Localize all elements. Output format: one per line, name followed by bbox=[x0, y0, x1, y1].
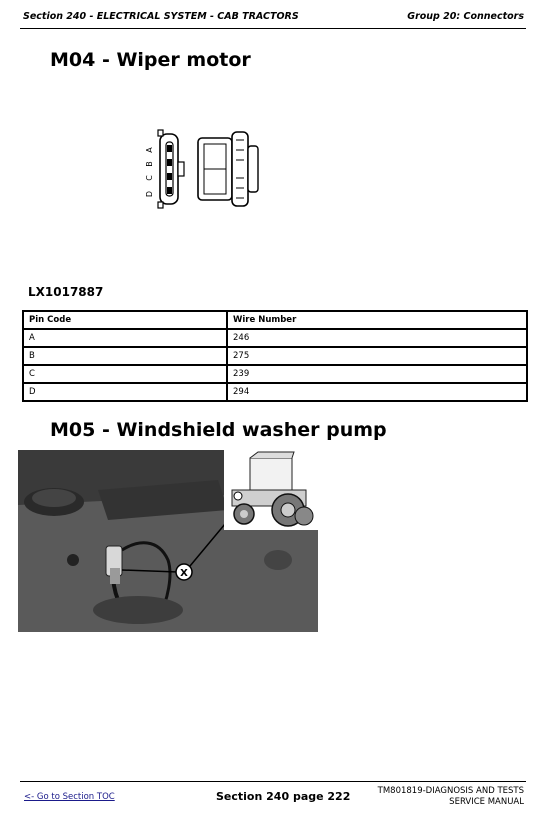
pin-wire-table bbox=[22, 310, 528, 402]
washer-pump-photo bbox=[18, 450, 318, 632]
pin-code-cell: B bbox=[23, 347, 227, 365]
go-to-section-toc-link[interactable]: <- Go to Section TOC bbox=[24, 792, 115, 802]
wire-number-cell: 275 bbox=[227, 347, 527, 365]
header-group-title: Group 20: Connectors bbox=[407, 11, 524, 22]
manual-title-line2: SERVICE MANUAL bbox=[449, 797, 524, 807]
manual-title-line1: TM801819-DIAGNOSIS AND TESTS bbox=[377, 786, 524, 796]
wiper-motor-title: M04 - Wiper motor bbox=[50, 49, 251, 71]
pin-letter-b: B bbox=[145, 161, 154, 167]
table-row bbox=[23, 383, 527, 401]
column-header-wire-number: Wire Number bbox=[227, 311, 527, 329]
header-rule bbox=[20, 28, 526, 29]
header-section-title: Section 240 - ELECTRICAL SYSTEM - CAB TRACTORS bbox=[23, 11, 299, 22]
table-header-row bbox=[23, 311, 527, 329]
pin-code-cell: A bbox=[23, 329, 227, 347]
washer-pump-title: M05 - Windshield washer pump bbox=[50, 419, 387, 441]
washer-pump-photo-drawing bbox=[18, 450, 318, 632]
table-row bbox=[23, 365, 527, 383]
callout-x-label: X bbox=[180, 568, 188, 579]
pin-code-cell: C bbox=[23, 365, 227, 383]
pin-letter-c: C bbox=[145, 175, 154, 181]
pin-code-cell: D bbox=[23, 383, 227, 401]
pin-letter-a: A bbox=[145, 147, 154, 153]
footer-rule bbox=[20, 781, 526, 782]
connector-part-number: LX1017887 bbox=[28, 285, 104, 299]
page-number: Section 240 page 222 bbox=[216, 790, 351, 803]
table-row bbox=[23, 329, 527, 347]
pin-letter-d: D bbox=[145, 190, 154, 198]
wire-number-cell: 246 bbox=[227, 329, 527, 347]
column-header-pin-code: Pin Code bbox=[23, 311, 227, 329]
wire-number-cell: 239 bbox=[227, 365, 527, 383]
wire-number-cell: 294 bbox=[227, 383, 527, 401]
manual-title bbox=[378, 786, 524, 808]
table-row bbox=[23, 347, 527, 365]
wiper-motor-connector-diagram bbox=[138, 126, 264, 212]
